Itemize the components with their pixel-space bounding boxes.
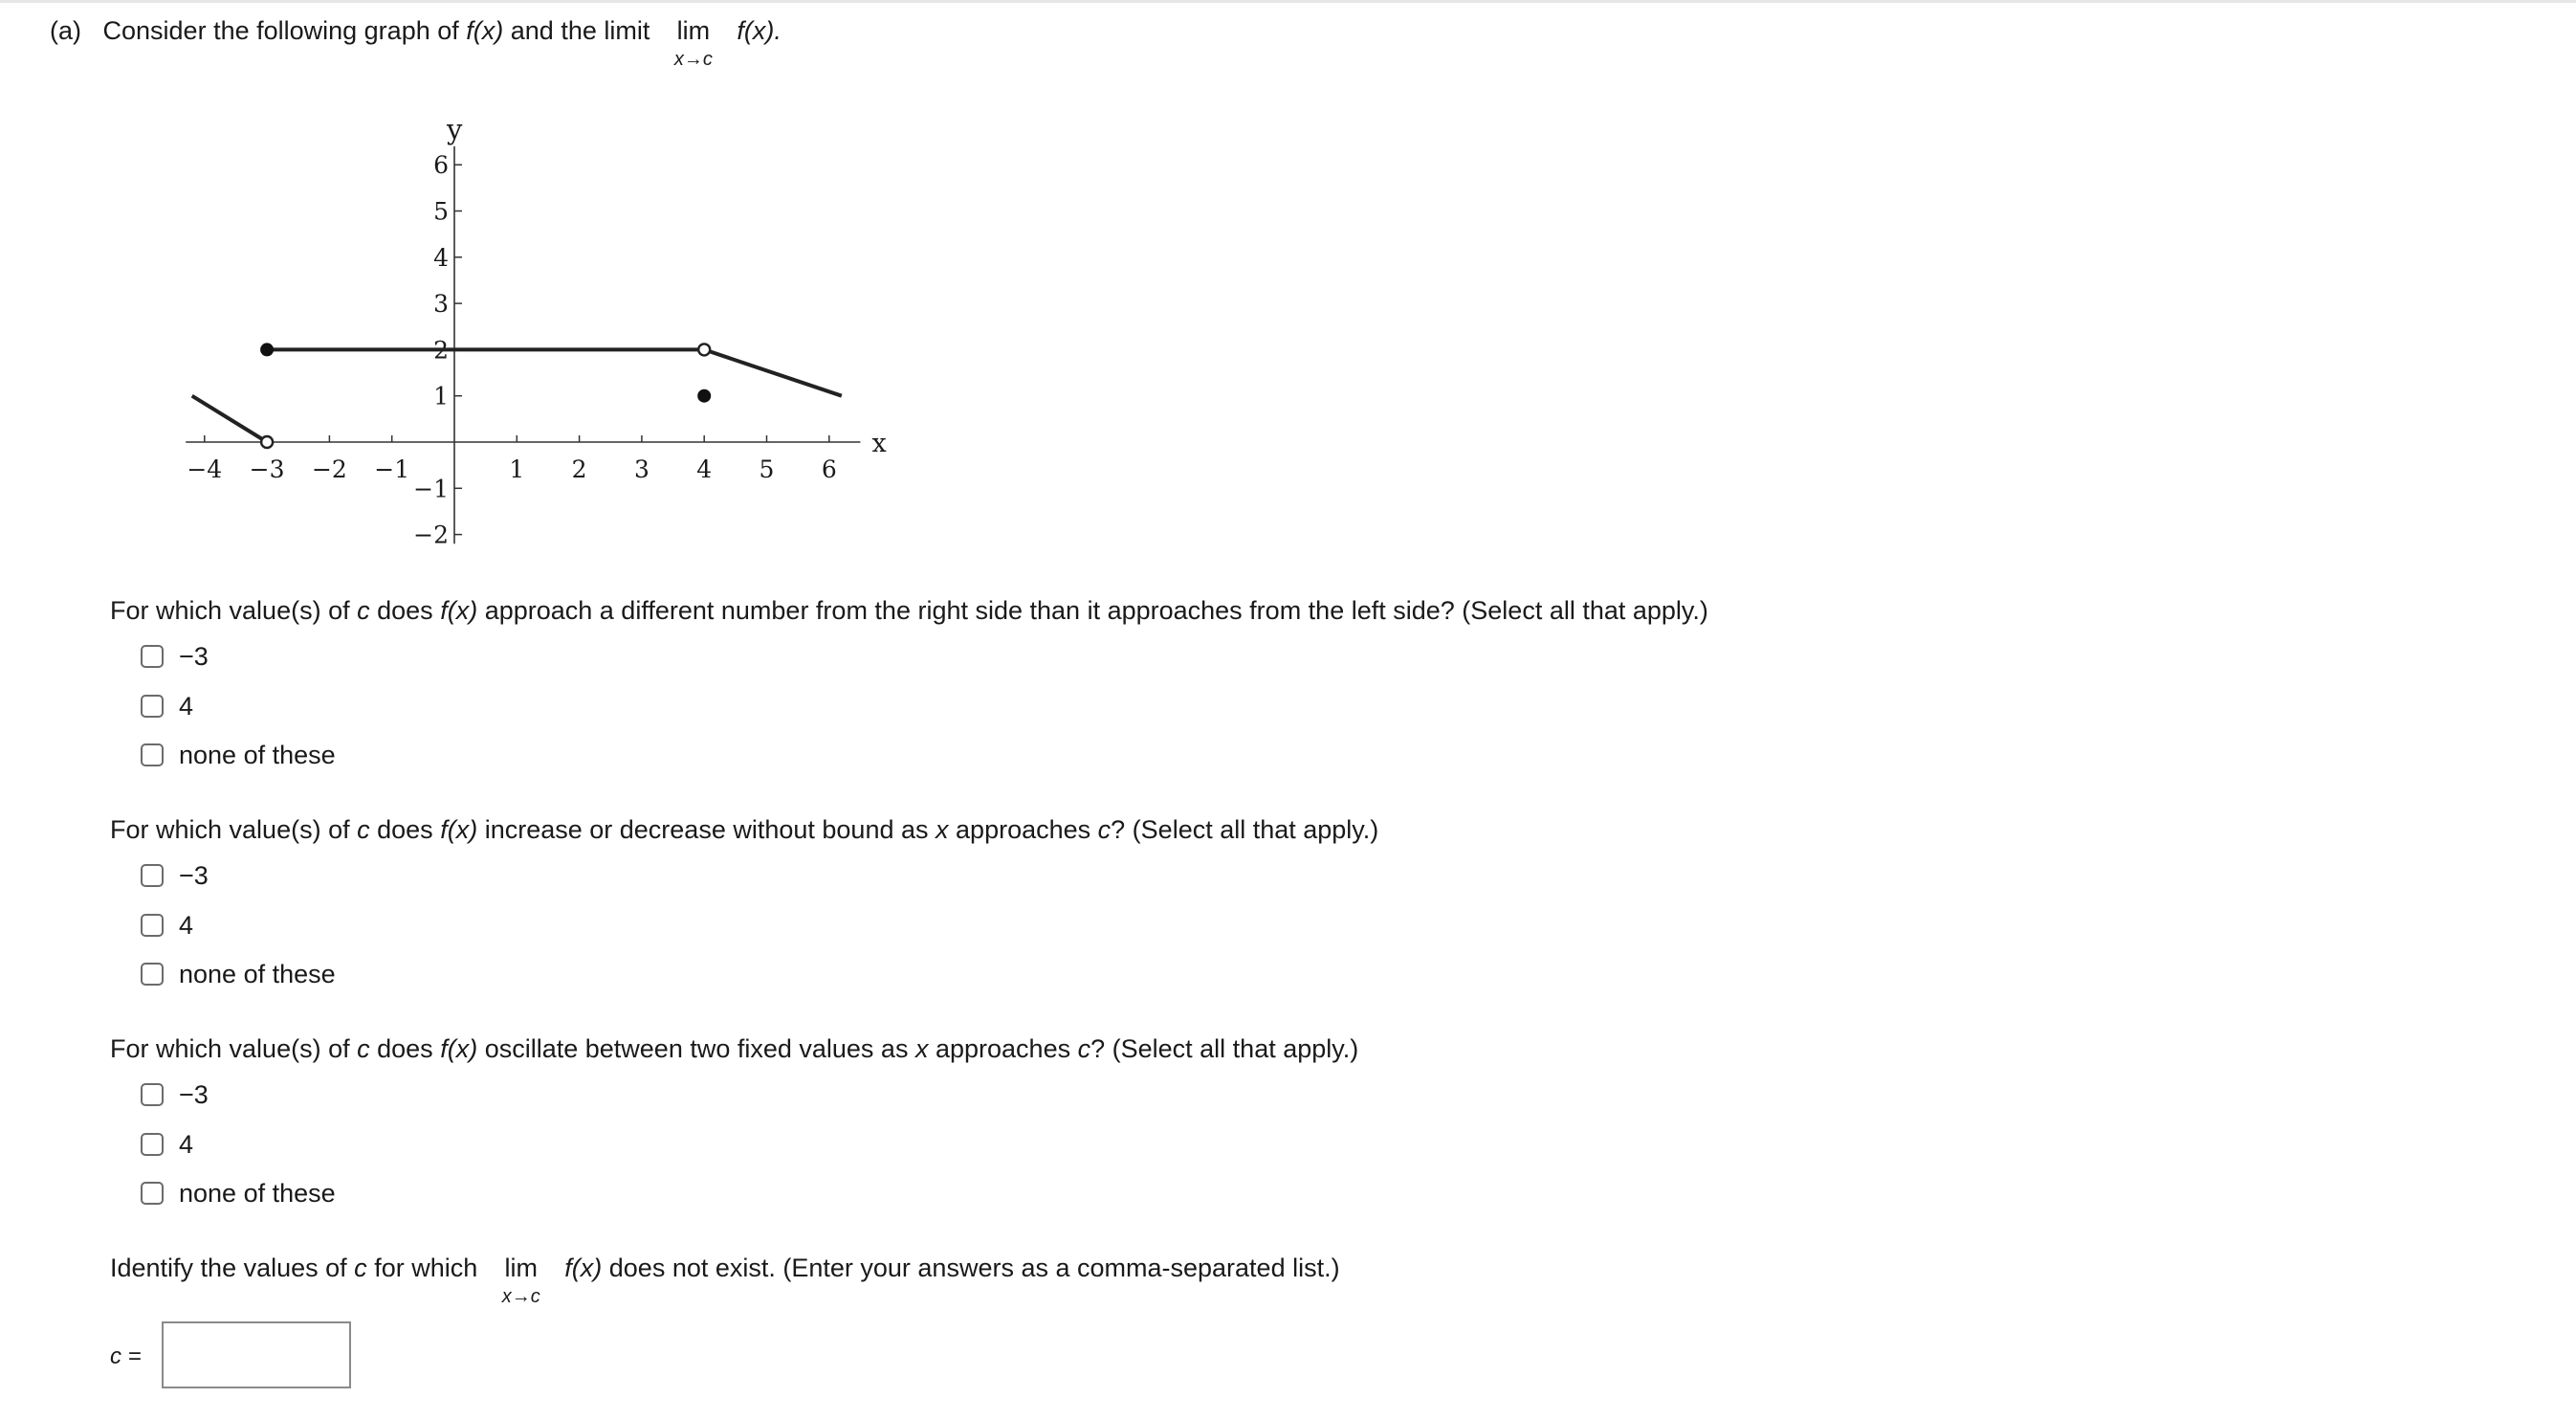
q4-suffix: does not exist. (Enter your answers as a comma-separated list.) <box>608 1254 1340 1282</box>
q4-for-which: for which <box>374 1254 478 1282</box>
lim-text: lim <box>676 16 711 45</box>
q2-prefix: For which value(s) of <box>110 815 350 844</box>
q2-option-label: 4 <box>179 910 194 940</box>
y-tick-label: −1 <box>413 475 449 503</box>
y-axis-label: y <box>447 112 463 145</box>
question-2-text <box>110 814 1378 845</box>
q2-suffix: ? (Select all that apply.) <box>1111 815 1379 844</box>
q3-checkbox-none[interactable] <box>141 1182 164 1205</box>
q1-fx: f(x) <box>440 596 478 625</box>
problem-header <box>50 15 782 70</box>
y-tick-label: 2 <box>433 336 449 365</box>
q2-option-neg3[interactable] <box>141 860 209 891</box>
q1-c: c <box>357 596 370 625</box>
x-axis-label: x <box>871 429 887 458</box>
y-tick-label: 1 <box>433 382 449 410</box>
x-tick-label: −4 <box>187 455 223 483</box>
q2-fx: f(x) <box>440 815 478 844</box>
closed-point <box>697 389 711 403</box>
q2-option-4[interactable] <box>141 910 193 941</box>
x-tick-label: −2 <box>311 455 347 483</box>
limit-expression <box>663 15 724 70</box>
q1-prefix: For which value(s) of <box>110 596 350 625</box>
q3-option-4[interactable] <box>141 1129 193 1160</box>
q2-x: x <box>936 815 949 844</box>
intro-text: Consider the following graph of <box>102 16 459 45</box>
y-tick-label: 6 <box>433 151 449 180</box>
open-point <box>698 344 710 355</box>
q2-does: does <box>377 815 433 844</box>
q1-checkbox-none[interactable] <box>141 743 164 766</box>
q2-mid: increase or decrease without bound as <box>484 815 929 844</box>
graph-segment <box>192 396 267 442</box>
q1-option-label: none of these <box>179 740 336 769</box>
q1-checkbox-neg3[interactable] <box>141 645 164 668</box>
y-tick-label: −2 <box>413 521 449 549</box>
q3-mid: oscillate between two fixed values as <box>484 1034 909 1063</box>
answer-input[interactable] <box>162 1321 351 1388</box>
q3-option-none[interactable] <box>141 1178 336 1209</box>
closed-point <box>260 343 274 356</box>
open-point <box>261 436 273 448</box>
q2-option-label: none of these <box>179 959 336 988</box>
q3-option-label: 4 <box>179 1129 194 1159</box>
question-1-text <box>110 595 1708 626</box>
answer-label: c = <box>110 1343 142 1369</box>
x-tick-label: 6 <box>821 455 837 483</box>
y-tick-label: 3 <box>433 290 449 319</box>
q3-x: x <box>914 1034 929 1063</box>
y-tick-label: 5 <box>433 197 449 226</box>
q3-option-neg3[interactable] <box>141 1079 209 1110</box>
q3-option-label: none of these <box>179 1178 336 1208</box>
question-3-text <box>110 1033 1358 1064</box>
q3-approaches: approaches <box>935 1034 1071 1063</box>
x-tick-label: 5 <box>759 455 775 483</box>
q1-option-label: 4 <box>179 691 194 721</box>
q3-c2: c <box>1077 1034 1091 1063</box>
q1-option-neg3[interactable] <box>141 641 209 672</box>
x-tick-label: 4 <box>696 455 713 483</box>
q3-checkbox-4[interactable] <box>141 1133 164 1156</box>
q2-approaches: approaches <box>956 815 1091 844</box>
q4-limit-expression <box>491 1253 552 1307</box>
q2-checkbox-none[interactable] <box>141 963 164 986</box>
q3-c: c <box>357 1034 370 1063</box>
q2-c: c <box>357 815 370 844</box>
q3-prefix: For which value(s) of <box>110 1034 350 1063</box>
q2-checkbox-neg3[interactable] <box>141 864 164 887</box>
function-graph <box>172 91 899 569</box>
q4-c: c <box>354 1254 367 1282</box>
q2-checkbox-4[interactable] <box>141 914 164 937</box>
x-tick-label: −1 <box>374 455 410 483</box>
q4-lim-text: lim <box>504 1254 538 1282</box>
fx-end-text: f(x). <box>737 16 782 45</box>
top-border <box>0 0 2576 3</box>
graph-segment <box>704 349 842 395</box>
q1-option-none[interactable] <box>141 740 336 770</box>
q1-option-4[interactable] <box>141 691 193 721</box>
q2-option-none[interactable] <box>141 959 336 989</box>
q1-option-label: −3 <box>179 641 209 671</box>
q3-option-label: −3 <box>179 1079 209 1109</box>
q3-fx: f(x) <box>440 1034 478 1063</box>
lim-subscript: x→c <box>673 49 713 70</box>
q4-lim-subscript: x→c <box>501 1286 540 1307</box>
question-4-text <box>110 1253 1340 1307</box>
q2-option-label: −3 <box>179 860 209 890</box>
q1-checkbox-4[interactable] <box>141 695 164 718</box>
q1-does: does <box>377 596 433 625</box>
x-tick-label: 3 <box>633 455 650 483</box>
fx-text: f(x) <box>466 16 504 45</box>
y-tick-label: 4 <box>433 243 449 272</box>
x-tick-label: 1 <box>509 455 525 483</box>
q3-checkbox-neg3[interactable] <box>141 1083 164 1106</box>
x-tick-label: 2 <box>571 455 587 483</box>
q2-c2: c <box>1097 815 1112 844</box>
x-tick-label: −3 <box>249 455 285 483</box>
q1-suffix: approach a different number from the right side than it approaches from the left side? (Select all that apply.) <box>484 596 1708 625</box>
q3-does: does <box>377 1034 433 1063</box>
part-label: (a) <box>50 16 81 45</box>
q3-suffix: ? (Select all that apply.) <box>1090 1034 1359 1063</box>
and-limit-text: and the limit <box>510 16 650 45</box>
q4-prefix: Identify the values of <box>110 1254 347 1282</box>
q4-fx: f(x) <box>564 1254 603 1282</box>
